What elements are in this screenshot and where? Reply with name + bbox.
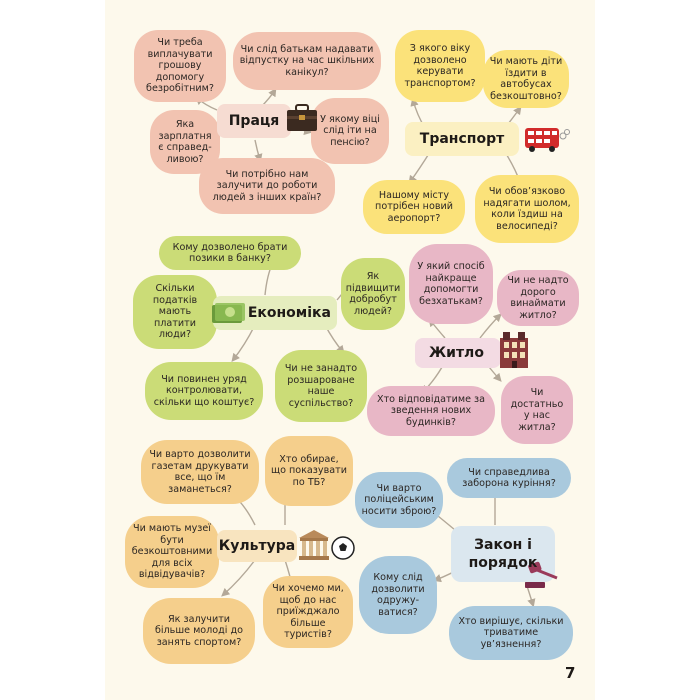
topic-label-kultura [217, 530, 297, 562]
question-bubble [501, 376, 573, 444]
question-text: Чи варто дозволити газетам друкувати все, що їм заманеться? [149, 449, 251, 495]
topic-title: Економіка [247, 305, 331, 321]
building-icon [497, 330, 531, 370]
question-bubble [275, 350, 367, 422]
question-text: Хто відповідатиме за зведення нових будинків? [377, 393, 485, 428]
question-bubble [125, 516, 219, 588]
question-bubble [355, 472, 443, 528]
question-bubble [449, 606, 573, 660]
question-bubble [475, 175, 579, 243]
question-text: Нашому місту потрібен новий аеропорт? [375, 189, 453, 224]
question-bubble [145, 362, 263, 420]
museum-and-football-icon [297, 528, 355, 562]
page [105, 0, 595, 700]
question-bubble [141, 440, 259, 504]
question-bubble [143, 598, 255, 664]
question-text: Чи повинен уряд контролювати, скільки що коштує? [153, 373, 255, 408]
topic-title: Житло [429, 345, 484, 361]
question-text: Кому слід дозволити одружуватися? [371, 572, 425, 618]
question-text: Чи достатньо у нас житла? [510, 387, 564, 433]
question-bubble [367, 386, 495, 436]
topic-title: Праця [228, 113, 280, 129]
question-text: Чи треба виплачувати грошову допомогу безробітним? [146, 37, 214, 95]
question-text: Чи не надто дорого винаймати житло? [507, 275, 569, 321]
question-bubble [199, 158, 335, 214]
question-text: Хто обирає, що показувати по ТБ? [271, 453, 347, 488]
topic-title: Закон і порядок [468, 537, 538, 571]
topic-label-transport [405, 122, 519, 156]
question-bubble [341, 258, 405, 330]
question-bubble [265, 436, 353, 506]
question-bubble [159, 236, 301, 270]
question-bubble [483, 50, 569, 108]
question-text: Як залучити більше молоді до занять спортом? [154, 613, 244, 648]
banknote-icon [211, 302, 245, 326]
question-text: Чи не занадто розшароване наше суспільство? [284, 363, 358, 409]
question-bubble [263, 576, 353, 648]
question-text: Чи обов’язково надягати шолом, коли їздиш на велосипеді? [483, 186, 571, 232]
question-text: Чи мають музеї бути безкоштовними для всіх відвідувачів? [131, 523, 213, 581]
page-number: 7 [565, 664, 576, 682]
question-text: Кому дозволено брати позики в банку? [172, 241, 288, 264]
question-text: Яка зарплатня є справедливою? [158, 119, 212, 165]
question-text: Як підвищити добробут людей? [345, 271, 401, 317]
topic-label-zhytlo [415, 338, 501, 368]
question-bubble [395, 30, 485, 102]
question-bubble [409, 244, 493, 324]
question-bubble [133, 275, 217, 349]
double-decker-bus-icon [523, 124, 571, 154]
question-bubble [359, 556, 437, 634]
question-text: Чи мають діти їздити в автобусах безкоштовно? [489, 56, 563, 102]
question-bubble [311, 98, 389, 164]
question-text: Хто вирішує, скільки триватиме ув’язнення? [458, 615, 564, 650]
question-text: Чи хочемо ми, щоб до нас приїжджало більше туристів? [272, 583, 344, 641]
topic-label-pratsia [217, 104, 291, 138]
question-bubble [134, 30, 226, 102]
question-text: Скільки податків мають платити люди? [152, 283, 198, 341]
question-text: У якому віці слід іти на пенсію? [320, 113, 380, 148]
question-bubble [233, 32, 381, 90]
question-text: З якого віку дозволено керувати транспортом? [404, 43, 476, 89]
question-bubble [497, 270, 579, 326]
topic-title: Культура [218, 538, 296, 554]
question-bubble [363, 180, 465, 234]
question-text: Чи слід батькам надавати відпустку на час шкільних канікул? [239, 43, 375, 78]
topic-title: Транспорт [419, 131, 505, 147]
question-bubble [447, 458, 571, 498]
question-text: Чи потрібно нам залучити до роботи людей з інших країн? [212, 168, 322, 203]
briefcase-icon [285, 103, 319, 133]
question-text: У який спосіб найкраще допомогти безхатькам? [417, 261, 485, 307]
question-text: Чи варто поліцейським носити зброю? [361, 482, 437, 517]
question-text: Чи справедлива заборона куріння? [462, 466, 556, 489]
